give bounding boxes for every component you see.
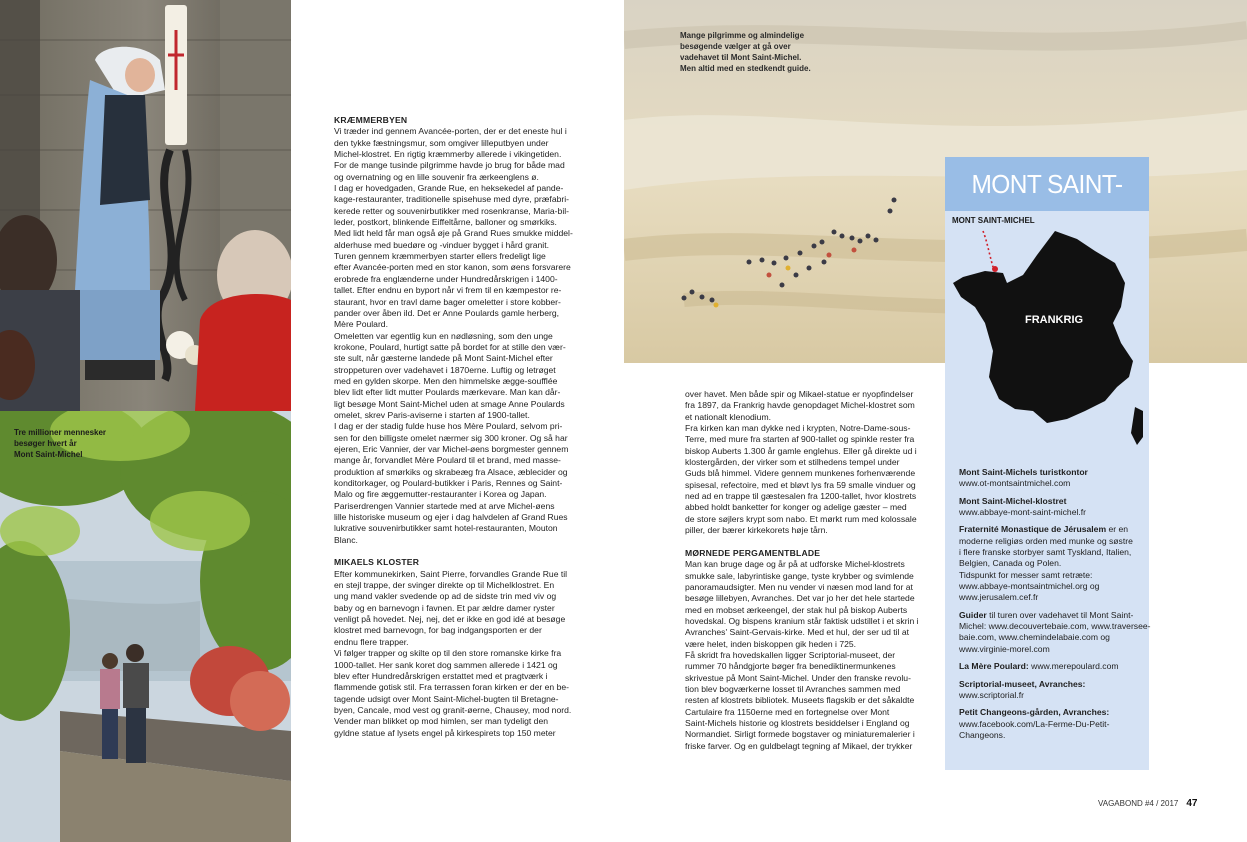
info-label-text: Fraternité Monastique de Jérusalem [959, 524, 1107, 535]
info-label-text: Scriptorial-museet, Avranches: [959, 678, 1086, 689]
text-line: besøge lillebyen, Avranches. Det var jo her det hele startede [685, 593, 915, 604]
info-line: www.facebook.com/La-Ferme-Du-Petit- [959, 718, 1110, 729]
info-line: i flere franske storbyer samt Tyskland, Italien, [959, 547, 1132, 558]
text-line: Vender man blikket op mod himlen, ser man tydeligt den [334, 716, 549, 727]
map-country-label: FRANKRIG [1025, 314, 1084, 326]
photo-nun-illustration [0, 0, 291, 411]
info-label-text: Petit Changeons-gården, Avranches: [959, 707, 1110, 718]
info-label-rest: www.merepoulard.com [1028, 661, 1119, 672]
info-line: Changeons. [959, 729, 1006, 740]
text-line: Vi træder ind gennem Avancée-porten, der er det eneste hul i [334, 126, 567, 137]
info-line: moderne religiøs orden med munke og søstre [959, 535, 1133, 546]
text-line: alderhuse med buedøre og -vinduer bygget i hård granit. [334, 239, 549, 250]
text-line: ung mand vakler svedende op ad de sidste trin med viv og [334, 591, 557, 602]
info-line: www.ot-montsaintmichel.com [959, 478, 1071, 489]
text-line: en stejl trappe, der svinger direkte op til Michelklostret. En [334, 580, 555, 591]
text-line: stroppeturen over vadehavet i 1870erne. Luftig og letrøget [334, 364, 556, 375]
text-line: staurant, hvor en travl dame bager omeletter i store kobber- [334, 296, 561, 307]
text-line: hovedskal. Og bispens kranium står faktisk udstillet i et skrin i [685, 615, 919, 626]
text-line: Fra kirken kan man dykke ned i krypten, Notre-Dame-sous- [685, 423, 911, 434]
text-line: friske farver. Og en guldbelagt tegning af Mikael, der trykker [685, 740, 913, 751]
info-line: www.virginie-morel.com [959, 643, 1050, 654]
text-line: ste sult, når gæsterne landede på Mont Saint-Michel efter [334, 353, 553, 364]
info-label [959, 707, 1143, 718]
map-location-marker [992, 266, 998, 272]
caption-line: Tre millioner mennesker [14, 428, 107, 437]
caption-line: Men altid med en stedkendt guide. [680, 64, 811, 73]
caption-line: vadehavet til Mont Saint-Michel. [680, 53, 802, 62]
text-line: smukke sale, labyrintiske gange, tyste krybber og svimlende [685, 570, 914, 581]
section-heading: MØRNEDE PERGAMENTBLADE [685, 547, 821, 558]
sidebar-factbox [945, 157, 1149, 770]
info-label [959, 467, 1143, 478]
text-line: For de mange tusinde pilgrimme havde jo brug for både mad [334, 160, 565, 171]
text-line: Saint-Michels historie og klostrets besiddelser i England og [685, 717, 910, 728]
text-line: Normandiet. Sirligt formede bogstaver og miniaturemalerier i [685, 729, 915, 740]
text-line: lukrative souvenirbutikker samt hotel-restauranten, Mouton [334, 523, 558, 534]
text-line: byen, Cancale, mod vest og granit-øerne, Chausey, mod nord. [334, 704, 572, 715]
info-label-text: La Mère Poulard: [959, 661, 1029, 672]
info-label-text: Guider [959, 609, 987, 620]
text-line: tion blev bogværkerne losset til Avranches sammen med [685, 683, 901, 694]
info-line: www.scriptorial.fr [959, 689, 1024, 700]
text-line: klostergården, der virker som et stilhedens tempel under [685, 457, 900, 468]
text-line: resten af klostrets bibliotek. Museets flagskib er det såkaldte [685, 695, 915, 706]
text-line: Pariserdrengen Vannier startede med at arve Michel-øens [334, 500, 555, 511]
text-line: leder, postkort, blinkende Eiffeltårne, balloner og smørkiks. [334, 217, 557, 228]
text-line: et nationalt klenodium. [685, 411, 771, 422]
caption-garden [14, 427, 106, 460]
info-label [959, 610, 1143, 621]
text-line: piller, der bærer kirkekorets høje tårn. [685, 525, 828, 536]
info-line: Michel: www.decouvertebaie.com, www.traversee- [959, 621, 1151, 632]
text-line: baby og en barnevogn i favnen. Et par ældre damer ryster [334, 602, 555, 613]
photo-garden-illustration [0, 411, 291, 842]
text-line: spisesal, refectoire, med et bløvt lys fra 59 smalle vinduer og [685, 479, 916, 490]
text-line: erobrede fra englænderne under Hundredårskrigen i 1400- [334, 273, 558, 284]
photo-nun-candle [0, 0, 291, 411]
text-line: Michel-klostret. En rigtig kræmmerby allerede i vikingetiden. [334, 149, 562, 160]
text-line: omelet, skrev Paris-aviserne i starten af 1900-tallet. [334, 409, 530, 420]
text-line: Mère Poulard. [334, 319, 388, 330]
text-line: kage-restauranter, traditionelle spisehuse med dyre, præfabri- [334, 194, 570, 205]
info-label [959, 679, 1143, 690]
page-footer [1098, 798, 1197, 809]
text-line: og overnatning og en lille souvenir fra ærkeenglens ø. [334, 171, 539, 182]
info-line: www.abbaye-montsaintmichel.org og [959, 581, 1100, 592]
text-line: produktion af smørkiks og skrabeæg fra Alsace, æblecider og [334, 466, 568, 477]
magazine-issue: VAGABOND #4 / 2017 [1098, 799, 1179, 808]
text-line: endnu flere trapper. [334, 636, 409, 647]
text-line: lille historiske museum og ejer i dag halvdelen af Grand Rues [334, 512, 568, 523]
text-line: Man kan bruge dage og år på at udforske Michel-klostrets [685, 559, 905, 570]
text-line: krokone, Poulard, hurtigt satte på bordet for at stille den vær- [334, 341, 566, 352]
text-line: blev efter Hundredårskrigen erstattet med et pragtværk i [334, 670, 548, 681]
text-line: skrivestue på Mont Saint-Michel. Under den franske revolu- [685, 672, 911, 683]
map-france [945, 211, 1149, 461]
text-line: de store søjlers krypt som nabo. Et mørkt rum med kolossale [685, 513, 917, 524]
text-line: Med lidt held får man også øje på Grand Rues smukke middel- [334, 228, 573, 239]
paragraph-gap [334, 546, 564, 557]
sidebar-title: MONT SAINT- [945, 157, 1149, 211]
caption-aerial [680, 30, 811, 74]
text-line: gyldne statue af lysets engel på kirkespirets top 150 meter [334, 727, 556, 738]
text-line: tallet. Efter endnu en byport når vi frem til en kæmpestor re- [334, 285, 562, 296]
text-line: konditorkager, og Poulard-butikker i Paris, Rennes og Saint- [334, 478, 563, 488]
photo-garden-bay [0, 411, 291, 842]
text-line: ligt besøge Mont Saint-Michel uden at smage Anne Poulards [334, 398, 565, 409]
info-label [959, 496, 1143, 507]
text-line: Vi følger trapper og skilte op til den store romanske kirke fra [334, 648, 562, 659]
text-line: mange år, forvandlet Mère Poulard til et brand, med masse- [334, 455, 561, 466]
text-line: kerede retter og souvenirbutikker med rosenkranse, Maria-bil- [334, 205, 569, 216]
info-label [959, 524, 1143, 535]
info-line: Tidspunkt for messer samt retræte: [959, 569, 1093, 580]
text-line: panoramaudsigter. Men nu vender vi næsen mod land for at [685, 581, 913, 592]
text-line: den tykke fæstningsmur, som omgiver lilleputbyen under [334, 137, 549, 148]
sidebar-info [959, 467, 1151, 741]
info-line: www.jerusalem.cef.fr [959, 592, 1039, 603]
text-line: Avranches' Saint-Gervais-kirke. Med et hul, der ser ud til at [685, 627, 910, 638]
paragraph-gap [685, 536, 915, 547]
map-location-label: MONT SAINT-MICHEL [952, 216, 1035, 225]
text-line: Turen gennem kræmmerbyen starter ellers fredeligt lige [334, 251, 546, 262]
text-line: Efter kommunekirken, Saint Pierre, forvandles Grande Rue til [334, 568, 568, 579]
info-line: baie.com, www.chemindelabaie.com og [959, 632, 1110, 643]
article-column-1 [334, 115, 573, 739]
info-label-text: Mont Saint-Michels turistkontor [959, 467, 1088, 477]
text-line: abbed holdt banketter for konger og adelige gæster – med [685, 502, 907, 513]
section-heading: MIKAELS KLOSTER [334, 557, 420, 568]
article-column-2 [685, 389, 919, 752]
text-line: biskop Auberts 1.300 år gamle englehus. Eller gå direkte ud i [685, 445, 917, 456]
text-line: være helet, inden biskoppen gik heden i 725. [685, 638, 857, 649]
caption-line: Mange pilgrimme og almindelige [680, 31, 805, 40]
text-line: fra 1897, da Frankrig havde genopdaget Michel-klostret som [685, 400, 915, 411]
text-line: ned ad en trappe til gæstesalen fra 1200-tallet, hvor klostrets [685, 491, 917, 502]
caption-line: besøger hvert år [14, 439, 77, 448]
text-line: pander over åben ild. Det er Anne Poulards gamle herberg, [334, 307, 560, 318]
text-line: over havet. Men både spir og Mikael-statue er nyopfindelser [685, 389, 914, 399]
text-line: Cartulaire fra 1150erne med en fortegnelse over Mont [685, 706, 890, 717]
text-line: blev lidt efter lidt mutter Poulards mærkevare. Man kan dår- [334, 387, 561, 398]
text-line: Malo og fire æggemutter-restauranter i Korea og Japan. [334, 489, 547, 500]
text-line: med en gylden skorpe. Men den himmelske ægge-soufflée [334, 375, 558, 386]
text-line: tagende udsigt over Mont Saint-Michel-bugten til Bretagne- [334, 693, 559, 704]
text-line: ejeren, Eric Vannier, der var Michel-øens borgmester gennem [334, 443, 569, 454]
text-line: Terre, med mure fra starten af 900-tallet og spinkle rester fra [685, 434, 915, 445]
text-line: Guds blå himmel. Videre gennem munkenes forhenværende [685, 468, 916, 479]
info-label-rest: er en [1106, 524, 1129, 535]
caption-line: besøgende vælger at gå over [680, 42, 791, 51]
text-line: Blanc. [334, 534, 358, 545]
section-heading: KRÆMMERBYEN [334, 115, 408, 125]
info-label [959, 661, 1143, 672]
text-line: I dag er der stadig fulde huse hos Mère Poulard, selvom pri- [334, 421, 563, 432]
text-line: Få skridt fra hovedskallen ligger Scriptorial-museet, der [685, 649, 896, 660]
text-line: efter Avancée-porten med en stor kanon, som øens forsvarere [334, 262, 571, 273]
info-label-text: Mont Saint-Michel-klostret [959, 495, 1067, 506]
text-line: sen for den billigste omelet nærmer sig 300 kroner. Og så har [334, 432, 568, 443]
caption-line: Mont Saint-Michel [14, 450, 83, 459]
text-line: venligt på hovedet. Nej, nej, det er ikke en god idé at besøge [334, 614, 566, 625]
text-line: flammende gotisk stil. Fra terrassen foran kirken er der en be- [334, 682, 569, 693]
info-line: Belgien, Canada og Polen. [959, 558, 1062, 569]
text-line: rummer 70 håndgjorte bøger fra benediktinermunkenes [685, 661, 896, 672]
text-line: klostret med barnevogn, for bag indgangsporten er der [334, 625, 542, 636]
text-line: 1000-tallet. Her sank koret dog sammen allerede i 1421 og [334, 659, 558, 670]
text-line: med en mobset ærkeengel, der stak hul på biskop Auberts [685, 604, 908, 615]
page-number: 47 [1186, 798, 1198, 809]
text-line: Omeletten var egentlig kun en nødløsning, som den unge [334, 330, 553, 341]
text-line: I dag er hovedgaden, Grande Rue, en heksekedel af pande- [334, 183, 564, 194]
info-label-rest: til turen over vadehavet til Mont Saint- [986, 609, 1134, 620]
info-line: www.abbaye-mont-saint-michel.fr [959, 507, 1087, 518]
